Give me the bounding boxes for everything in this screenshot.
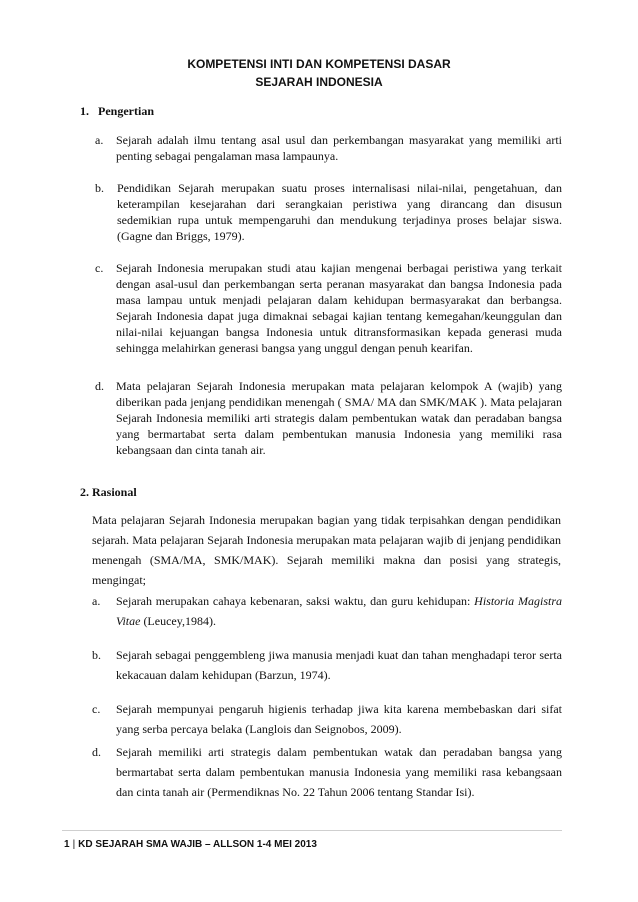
section-2-intro: Mata pelajaran Sejarah Indonesia merupakan bagian yang tidak terpisahkan dengan pendidikan sejarah. Mata pelajaran Sejarah Indonesia merupakan mata pelajaran wajib di jenjang pendidikan menengah (SMA/MA, SMK/MAK). Sejarah memiliki makna dan posisi yang strategis, mengingat; [92,513,561,587]
section-2-item-c [92,699,562,739]
item-text: Sejarah memiliki arti strategis dalam pembentukan watak dan peradaban bangsa yang bermartabat serta dalam pembentukan manusia Indonesia yang memiliki rasa kebangsaan dan cinta tanah air (Permendiknas No. 22 Tahun 2006 tentang Standar Isi). [116,745,562,799]
item-marker: d. [95,379,104,393]
item-text: Sejarah merupakan cahaya kebenaran, saksi waktu, dan guru kehidupan: Historia Magistra Vitae (Leucey,1984). [116,594,562,628]
footer-text: KD SEJARAH SMA WAJIB – ALLSON 1-4 MEI 2013 [78,839,317,850]
section-1-item-c [95,260,562,356]
title-line-2: SEJARAH INDONESIA [255,75,383,89]
section-2-item-d [92,742,562,802]
latin-phrase: Historia Magistra Vitae [116,594,562,628]
item-text: Sejarah adalah ilmu tentang asal usul dan perkembangan masyarakat yang memiliki arti penting sebagai pengalaman masa lampaunya. [116,133,562,163]
item-marker: c. [95,261,104,275]
section-2-title: . Rasional [86,485,137,499]
section-1-item-b [95,180,562,244]
footer-separator: | [72,839,76,850]
section-2-item-a [92,591,562,631]
footer-divider [62,830,562,831]
item-text: Pendidikan Sejarah merupakan suatu proses internalisasi nilai-nilai, pengetahuan, dan keterampilan kesejarahan dari serangkaian peristiwa yang dirancang dan disusun sedemikian rupa untuk mempengaruhi dan mendukung terjadinya proses belajar siswa. (Gagne dan Briggs, 1979). [117,181,562,243]
page-number: 1 [64,839,70,850]
section-2-number: 2 [80,485,86,499]
section-1-item-d [95,378,562,458]
item-marker: d. [92,745,101,759]
item-text: Sejarah mempunyai pengaruh higienis terhadap jiwa kita karena membebaskan dari sifat yang serba percaya belaka (Langlois dan Seignobos, 2009). [116,702,562,736]
section-1-item-a [95,132,562,164]
section-1-number: 1. [80,104,89,118]
page-footer [64,838,317,852]
item-text: Mata pelajaran Sejarah Indonesia merupakan mata pelajaran kelompok A (wajib) yang diberikan pada jenjang pendidikan menengah ( SMA/ MA dan SMK/MAK ). Mata pelajaran Sejarah Indonesia memiliki arti strategis dalam pembentukan watak dan peradaban bangsa yang bermartabat serta dalam pembentukan manusia Indonesia yang memiliki rasa kebangsaan dan cinta tanah air. [116,379,562,457]
item-marker: a. [95,133,104,147]
document-title [0,55,638,91]
item-marker: c. [92,702,101,716]
item-marker: a. [92,594,101,608]
item-text: Sejarah Indonesia merupakan studi atau kajian mengenai berbagai peristiwa yang terkait dengan asal-usul dan perkembangan serta peranan masyarakat dan bangsa Indonesia pada masa lampau untuk menjadi pelajaran dalam kehidupan bermasyarakat dan berbangsa. Sejarah Indonesia dapat juga dimaknai sebagai kajian tentang kemegahan/keunggulan dan nilai-nilai kejuangan bangsa Indonesia untuk ditransformasikan kepada generasi muda sehingga melahirkan generasi bangsa yang unggul dengan penuh kearifan. [116,261,562,355]
section-1-heading [80,103,154,119]
section-2-item-b [92,645,562,685]
title-line-1: KOMPETENSI INTI DAN KOMPETENSI DASAR [187,57,451,71]
section-2-heading [80,484,137,500]
item-text: Sejarah sebagai penggembleng jiwa manusia menjadi kuat dan tahan menghadapi teror serta kekacauan dalam kehidupan (Barzun, 1974). [116,648,562,682]
section-1-title: Pengertian [98,104,154,118]
item-marker: b. [92,648,101,662]
item-marker: b. [95,181,104,195]
